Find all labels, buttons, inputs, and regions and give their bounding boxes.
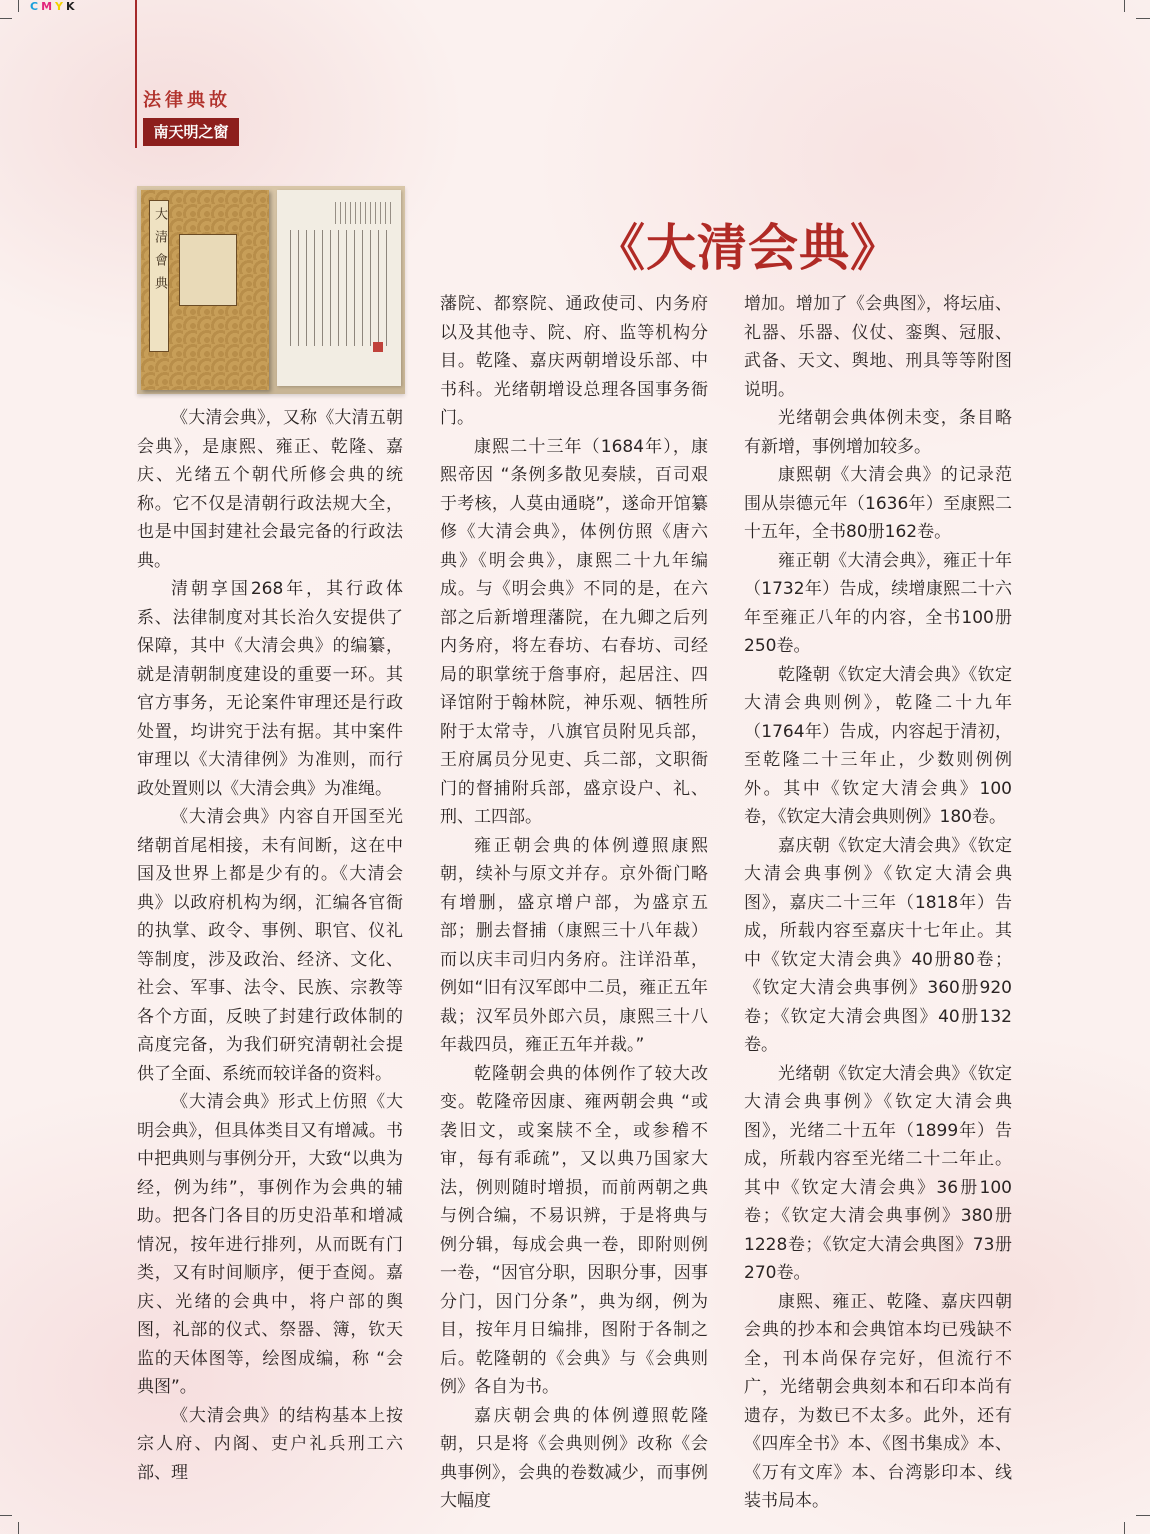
crop-mark <box>1136 18 1150 19</box>
book-inner-label <box>179 234 237 306</box>
paragraph: 光绪朝《钦定大清会典》《钦定大清会典事例》《钦定大清会典图》，光绪二十五年（1899年）告成，所载内容至光绪二十二年止。其中《钦定大清会典》36册100卷；《钦定大清会典事例》380册1228卷；《钦定大清会典图》73册270卷。 <box>744 1063 1012 1283</box>
red-seal <box>373 342 383 352</box>
book-photo <box>137 186 405 394</box>
crop-mark <box>1136 1515 1150 1516</box>
paragraph: 康熙、雍正、乾隆、嘉庆四朝会典的抄本和会典馆本均已残缺不全，刊本尚保存完好，但流行不广，光绪朝会典刻本和石印本尚有遗存，为数已不太多。此外，还有《四库全书》本、《图书集成》本、《万有文库》本、台湾影印本、线装书局本。 <box>744 1291 1012 1511</box>
paragraph: 雍正朝《大清会典》，雍正十年（1732年）告成，续增康熙二十六年至雍正八年的内容，全书100册250卷。 <box>744 550 1012 656</box>
column-badge: 南天明之窗 <box>143 118 239 146</box>
print-color-bar: CMYK <box>30 0 78 13</box>
paragraph: 增加。增加了《会典图》，将坛庙、礼器、乐器、仪仗、銮舆、冠服、武备、天文、舆地、刑具等等附图说明。 <box>744 294 1012 400</box>
book-cover-label <box>149 200 169 352</box>
page-body-text <box>285 230 393 346</box>
book-open-page <box>277 190 401 386</box>
paragraph: 《大清会典》形式上仿照《大明会典》，但具体类目又有增减。书中把典则与事例分开，大致“以典为经，例为纬”，事例作为会典的辅助。把各门各目的历史沿革和增减情况，按年进行排列，从而既有门类，又有时间顺序，便于查阅。嘉庆、光绪的会典中，将户部的舆图，礼部的仪式、祭器、簿，钦天监的天体图等，绘图成编，称 “会典图”。 <box>137 1092 403 1397</box>
paragraph: 康熙二十三年（1684年），康熙帝因 “条例多散见奏牍，百司艰于考核，人莫由通晓”，遂命开馆纂修《大清会典》，体例仿照《唐六典》《明会典》，康熙二十九年编成。与《明会典》不同的是，在六部之后新增理藩院，在九卿之后列内务府，将左春坊、右春坊、司经局的职掌统于詹事府，起居注、四译馆附于翰林院，神乐观、牺牲所附于太常寺，八旗官员附见兵部，王府属员分见吏、兵二部，文职衙门的督捕附兵部，盛京设户、礼、刑、工四部。 <box>440 436 708 827</box>
paragraph: 《大清会典》的结构基本上按宗人府、内阁、吏户礼兵刑工六部、理 <box>137 1405 403 1483</box>
book-cover <box>141 190 269 390</box>
crop-mark <box>1124 0 1125 12</box>
crop-mark <box>1124 1522 1125 1534</box>
text-column-2 <box>440 290 708 1516</box>
crop-mark <box>18 1522 19 1534</box>
text-column-1 <box>137 404 403 1487</box>
paragraph: 藩院、都察院、通政使司、内务府以及其他寺、院、府、监等机构分目。乾隆、嘉庆两朝增设乐部、中书科。光绪朝增设总理各国事务衙门。 <box>440 294 708 428</box>
section-title: 法律典故 <box>143 90 231 111</box>
crop-mark <box>0 18 12 19</box>
paragraph: 清朝享国268年，其行政体系、法律制度对其长治久安提供了保障，其中《大清会典》的编纂，就是清朝制度建设的重要一环。其官方事务，无论案件审理还是行政处置，均讲究于法有据。其中案件审理以《大清律例》为准则，而行政处置则以《大清会典》为准绳。 <box>137 579 403 799</box>
paragraph: 雍正朝会典的体例遵照康熙朝，续补与原文并存。京外衙门略有增删，盛京增户部，为盛京五部；删去督捕（康熙三十八年裁）而以庆丰司归内务府。注详沿革，例如“旧有汉军郎中二员，雍正五年裁；汉军员外郎六员，康熙三十八年裁四员，雍正五年并裁。” <box>440 835 708 1055</box>
paragraph: 嘉庆朝会典的体例遵照乾隆朝，只是将《会典则例》改称《会典事例》，会典的卷数减少，而事例大幅度 <box>440 1405 708 1511</box>
article-title: 《大清会典》 <box>595 218 901 277</box>
paragraph: 光绪朝会典体例未变，条目略有新增，事例增加较多。 <box>744 408 1012 457</box>
paragraph: 康熙朝《大清会典》的记录范围从崇德元年（1636年）至康熙二十五年，全书80册162卷。 <box>744 465 1012 542</box>
crop-mark <box>18 0 19 12</box>
paragraph: 《大清会典》，又称《大清五朝会典》，是康熙、雍正、乾隆、嘉庆、光绪五个朝代所修会典的统称。它不仅是清朝行政法规大全，也是中国封建社会最完备的行政法典。 <box>137 408 403 571</box>
page-header-text <box>331 202 391 224</box>
book-cover-title: 大清會典 <box>152 207 167 299</box>
crop-mark <box>0 1515 12 1516</box>
paragraph: 嘉庆朝《钦定大清会典》《钦定大清会典事例》《钦定大清会典图》，嘉庆二十三年（1818年）告成，所载内容至嘉庆十七年止。其中《钦定大清会典》40册80卷；《钦定大清会典事例》360册920卷；《钦定大清会典图》40册132卷。 <box>744 835 1012 1055</box>
header-rule <box>135 0 137 148</box>
paragraph: 《大清会典》内容自开国至光绪朝首尾相接，未有间断，这在中国及世界上都是少有的。《大清会典》以政府机构为纲，汇编各官衙的执掌、政令、事例、职官、仪礼等制度，涉及政治、经济、文化、社会、军事、法令、民族、宗教等各个方面，反映了封建行政体制的高度完备，为我们研究清朝社会提供了全面、系统而较详备的资料。 <box>137 807 403 1084</box>
text-column-3 <box>744 290 1012 1516</box>
paragraph: 乾隆朝会典的体例作了较大改变。乾隆帝因康、雍两朝会典 “或袭旧文，或案牍不全，或参稽不审，每有乖疏”，又以典乃国家大法，例则随时增损，而前两朝之典与例合编，不易识辨，于是将典与例分辑，每成会典一卷，即附则例一卷，“因官分职，因职分事，因事分门，因门分条”，典为纲，例为目，按年月日编排，图附于各制之后。乾隆朝的《会典》与《会典则例》各自为书。 <box>440 1063 708 1397</box>
paragraph: 乾隆朝《钦定大清会典》《钦定大清会典则例》，乾隆二十九年（1764年）告成，内容起于清初，至乾隆二十三年止，少数则例例外。其中《钦定大清会典》100卷，《钦定大清会典则例》180卷。 <box>744 664 1012 827</box>
